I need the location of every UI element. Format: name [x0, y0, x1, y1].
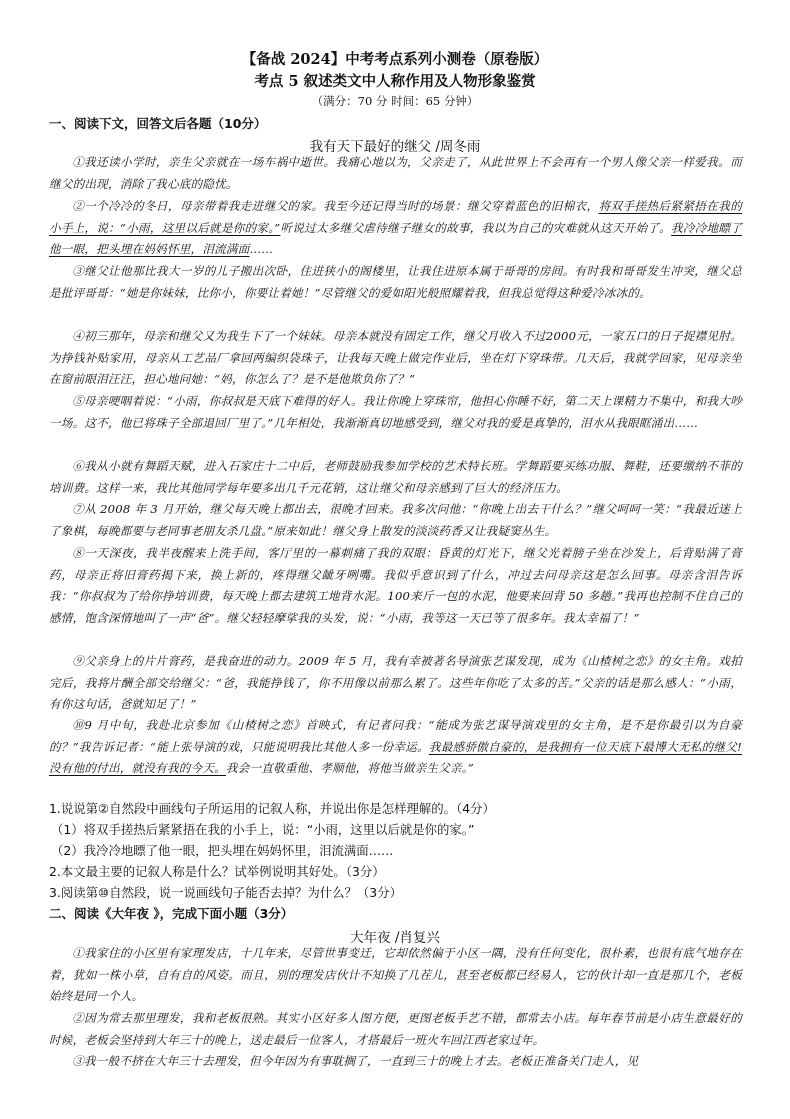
question-1: 1.说说第②自然段中画线句子所运用的记叙人称，并说出你是怎样理解的。（4分）	[49, 801, 495, 816]
question-2: 2.本文最主要的记叙人称是什么？试举例说明其好处。（3分）	[49, 864, 385, 879]
article1-title: 我有天下最好的继父 /周冬雨	[309, 139, 481, 155]
s1-paragraph-10	[49, 715, 742, 780]
p10-text-b: 我会一直敬重他、孝顺他，将他当做亲生父亲。”	[225, 761, 474, 775]
s1-paragraph-5: ⑤母亲哽咽着说：“小雨，你叔叔是天底下难得的好人。我让你晚上穿珠帘，他担心你睡不好，第二天上课精力不集中，和我大吵一场。这不，他已将珠子全部退回厂里了。”几年相处，我渐渐真切地感受到，继父对我的爱是真挚的，泪水从我眼眶涌出……	[49, 394, 742, 430]
s1-paragraph-7: ⑦从 2008 年 3 月开始，继父每天晚上都出去，很晚才回来。我多次问他：“你晚上出去干什么？”继父呵呵一笑：“我最近迷上了象棋，每晚都要与老同事老朋友杀几盘。”原来如此！继父身上散发的淡淡药香又让我疑窦丛生。	[49, 502, 742, 538]
s1-paragraph-3: ③继父让他那比我大一岁的儿子搬出次卧，住进狭小的阁楼里，让我住进原本属于哥哥的房间。有时我和哥哥发生冲突，继父总是批评哥哥：“她是你妹妹，比你小，你要让着她！”尽管继父的爱如阳光般照耀着我，但我总觉得这种爱冷冰冰的。	[49, 264, 742, 300]
s2-paragraph-1: ①我家住的小区里有家理发店，十几年来，尽管世事变迁，它却依然偏于小区一隅，没有任何变化，很朴素，也很有底气地存在着，犹如一株小草，自有自的风姿。而且，别的理发店伙计不知换了几茬儿，甚至老板都已经易人，它的伙计却一直是那几个，老板始终是同一个人。	[49, 946, 742, 1003]
s1-paragraph-4: ④初三那年，母亲和继父又为我生下了一个妹妹。母亲本就没有固定工作，继父月收入不过2000元，一家五口的日子捉襟见肘。为挣钱补贴家用，母亲从工艺品厂拿回两编织袋珠子，让我每天晚上做完作业后，坐在灯下穿珠带。几天后，我就学回家，见母亲坐在窗前眼泪汪汪，担心地问她：“妈，你怎么了？是不是他欺负你了？”	[49, 329, 742, 386]
section2-heading: 二、阅读《大年夜 》，完成下面小题（3分）	[49, 906, 294, 921]
question-3: 3.阅读第⑩自然段，说一说画线句子能否去掉？为什么？（3分）	[49, 885, 402, 900]
s2-paragraph-2: ②因为常去那里理发，我和老板很熟。其实小区好多人图方便，更图老板手艺不错，都常去小店。每年春节前是小店生意最好的时候，老板会坚持到大年三十的晚上，送走最后一位客人，才搭最后一班火车回江西老家过年。	[49, 1011, 742, 1047]
article2-title: 大年夜 /肖复兴	[350, 930, 440, 946]
s1-paragraph-2	[49, 196, 742, 261]
score-time: （满分：70 分 时间：65 分钟）	[311, 94, 479, 108]
underlined-sentence-1: 将双手搓热后紧紧捂在我的小手上，说：“小雨，这里以后就是你的家。”	[49, 199, 742, 235]
s2-paragraph-3: ③我一般不挤在大年三十去理发，但今年因为有事耽搁了，一直到三十的晚上才去。老板正准备关门走人，见	[72, 1054, 639, 1068]
exam-subtitle: 考点 5 叙述类文中人称作用及人物形象鉴赏	[254, 73, 536, 90]
section1-heading: 一、阅读下文，回答文后各题（10分）	[49, 116, 267, 131]
s1-paragraph-9: ⑨父亲身上的片片膏药，是我奋进的动力。2009 年 5 月，我有幸被著名导演张艺谋发现，成为《山楂树之恋》的女主角。戏拍完后，我将片酬全部交给继父：“爸，我能挣钱了，你不用像以前那么累了。这些年你吃了太多的苦。”父亲的话是那么感人：“小雨，有你这句话，爸就知足了！”	[49, 654, 742, 711]
exam-title: 【备战 2024】中考考点系列小测卷（原卷版）	[241, 51, 549, 68]
s1-paragraph-6: ⑥我从小就有舞蹈天赋，进入石家庄十二中后，老师鼓励我参加学校的艺术特长班。学舞蹈要买练功服、舞鞋，还要缴纳不菲的培训费。这样一来，我比其他同学每年要多出几千元花销，这让继父和母亲感到了巨大的经济压力。	[49, 459, 742, 495]
question-1-item-2: （2）我冷冷地瞟了他一眼，把头埋在妈妈怀里，泪流满面……	[51, 843, 394, 858]
s1-paragraph-8: ⑧一天深夜，我半夜醒来上洗手间，客厅里的一幕刺痛了我的双眼：昏黄的灯光下，继父光着膀子坐在沙发上，后背贴满了膏药，母亲正将旧膏药揭下来，换上新的，疼得继父龇牙咧嘴。我似乎意识到了什么，冲过去问母亲这是怎么回事。母亲含泪告诉我：“你叔叔为了给你挣培训费，每天晚上都去建筑工地背水泥。100来斤一包的水泥，他要来回背 50 多趟。”我再也控制不住自己的感情，饱含深情地叫了一声“爸”。继父轻轻摩挲我的头发，说：“小雨，我等这一天已等了很多年。我太幸福了！”	[49, 546, 742, 625]
p10-text-a: ⑩9 月中旬，我赴北京参加《山楂树之恋》首映式，有记者问我：“能成为张艺谋导演戏里的女主角，是不是你最引以为自豪的？”我告诉记者：“能上张导演的戏，只能说明我比其他人多一份幸运。	[49, 718, 742, 754]
underlined-sentence-3: 我最感骄傲自豪的，是我拥有一位天底下最博大无私的继父!没有他的付出，就没有我的今天。	[49, 739, 742, 775]
p2-text-b: 听说过太多继父虐待继子继女的故事，我以为自己的灾难就从这天开始了。	[280, 220, 672, 235]
underlined-sentence-2: 我冷冷地瞟了他一眼，把头埋在妈妈怀里，泪流满面	[49, 220, 743, 256]
question-1-item-1: （1）将双手搓热后紧紧捂在我的小手上，说：“小雨，这里以后就是你的家。”	[51, 822, 475, 837]
p2-text-a: ②一个冷冷的冬日，母亲带着我走进继父的家。我至今还记得当时的场景：继父穿着蓝色的旧棉衣，	[72, 199, 599, 213]
p2-text-c: ……	[249, 242, 274, 256]
s1-paragraph-1: ①我还读小学时，亲生父亲就在一场车祸中逝世。我痛心地以为，父亲走了，从此世界上不会再有一个男人像父亲一样爱我。而继父的出现，消除了我心底的隐忧。	[49, 155, 742, 191]
